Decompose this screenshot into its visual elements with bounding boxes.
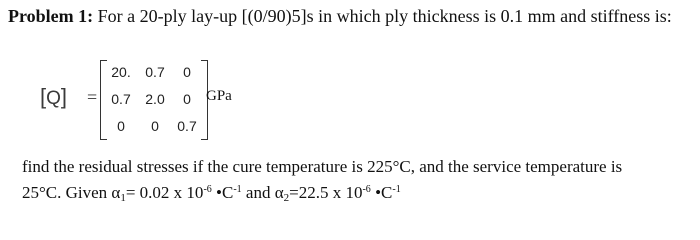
matrix-cell-2-2: 2.0: [145, 91, 165, 107]
question-line-2: [22, 180, 401, 208]
given-prefix: 25°C. Given α: [22, 183, 121, 202]
stiffness-matrix: [100, 60, 208, 140]
equals-sign: =: [87, 87, 98, 107]
matrix-cell-3-2: 0: [151, 118, 159, 134]
alpha1-subscript: 1: [120, 192, 126, 204]
q-letter: Q: [46, 88, 61, 109]
alpha2-unit-exponent: -1: [392, 184, 401, 195]
alpha2-value: =22.5 x 10: [289, 183, 363, 202]
alpha2-exponent: -6: [362, 184, 371, 195]
problem-statement: [8, 5, 672, 27]
matrix-cell-1-2: 0.7: [145, 64, 165, 80]
alpha1-unit: •C: [211, 183, 234, 202]
problem-label: Problem 1:: [8, 6, 94, 26]
matrix-cell-3-1: 0: [117, 118, 125, 134]
alpha2-unit: •C: [370, 183, 393, 202]
matrix-cell-2-1: 0.7: [111, 91, 131, 107]
and-alpha2-text: and α: [241, 183, 284, 202]
stiffness-matrix-block: [40, 57, 300, 147]
alpha1-unit-exponent: -1: [233, 184, 242, 195]
alpha2-subscript: 2: [283, 192, 290, 204]
question-line-1: find the residual stresses if the cure temperature is 225°C, and the service temperature is: [22, 157, 623, 176]
q-matrix-symbol: [40, 83, 67, 113]
q-close-bracket: ]: [60, 84, 68, 109]
q-open-bracket: [: [40, 84, 47, 109]
alpha1-exponent: -6: [203, 184, 212, 195]
alpha1-value: = 0.02 x 10: [125, 183, 204, 202]
matrix-cell-3-3: 0.7: [177, 118, 197, 134]
matrix-cell-2-3: 0: [183, 91, 191, 107]
matrix-cell-1-1: 20.: [111, 64, 131, 80]
matrix-cell-1-3: 0: [183, 64, 191, 80]
matrix-unit: GPa: [206, 88, 232, 104]
problem-text: For a 20-ply lay-up [(0/90)5]s in which ply thickness is 0.1 mm and stiffness is:: [97, 6, 672, 26]
